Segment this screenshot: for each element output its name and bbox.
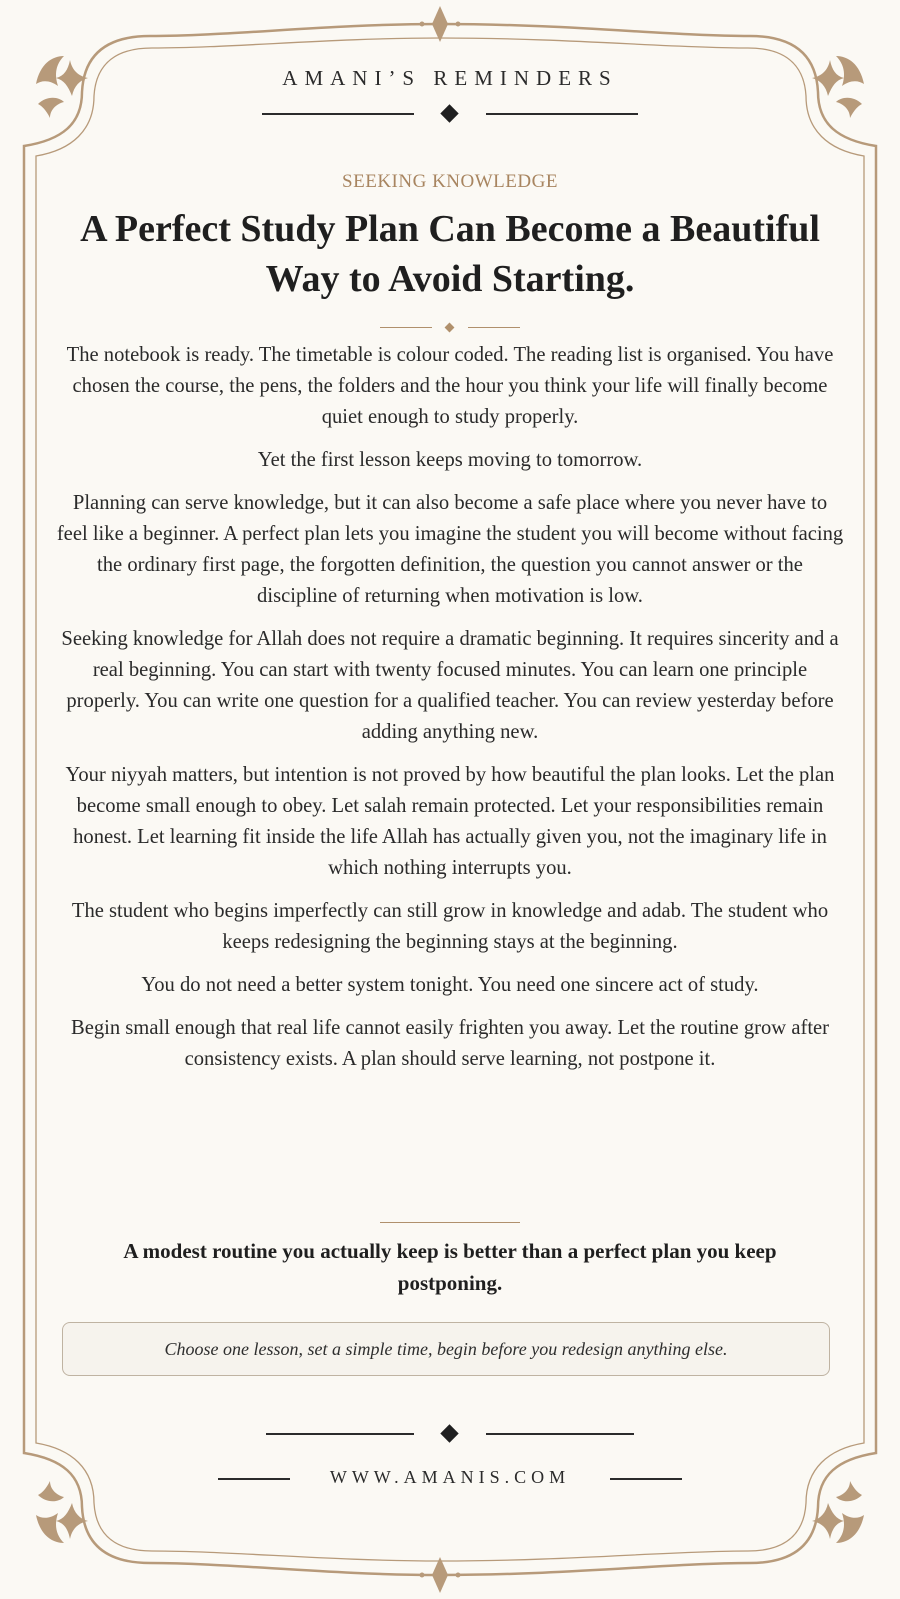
footer-divider	[0, 1424, 900, 1444]
diamond-icon	[440, 1424, 458, 1442]
closing-quote: A modest routine you actually keep is better than a perfect plan you keep postponing.	[123, 1239, 777, 1295]
paragraph: You do not need a better system tonight. You need one sincere act of study.	[141, 974, 759, 996]
action-callout: Choose one lesson, set a simple time, begin before you redesign anything else.	[62, 1322, 830, 1376]
small-diamond-icon	[445, 323, 455, 333]
paragraph: Seeking knowledge for Allah does not require a dramatic beginning. It requires sincerity and a real beginning. You can start with twenty focused minutes. You can learn one principle properly. You can write one question for a qualified teacher. You can review yesterday before adding anything new.	[61, 628, 839, 743]
quote-divider	[380, 1222, 520, 1223]
paragraph: Your niyyah matters, but intention is not proved by how beautiful the plan looks. Let the plan become small enough to obey. Let salah remain protected. Let your responsibilities remain honest. Let learning fit inside the life Allah has actually given you, not the imaginary life in which nothing interrupts you.	[65, 764, 835, 879]
article-body	[56, 340, 844, 1087]
article-title: A Perfect Study Plan Can Become a Beautiful Way to Avoid Starting.	[80, 208, 820, 300]
paragraph: The student who begins imperfectly can still grow in knowledge and adab. The student who keeps redesigning the beginning stays at the beginning.	[71, 900, 829, 953]
website-line-right	[610, 1478, 682, 1480]
title-divider	[0, 322, 900, 334]
paragraph: Begin small enough that real life cannot easily frighten you away. Let the routine grow after consistency exists. A plan should serve learning, not postpone it.	[70, 1017, 830, 1070]
section-kicker: SEEKING KNOWLEDGE	[342, 171, 558, 192]
paragraph: The notebook is ready. The timetable is colour coded. The reading list is organised. You have chosen the course, the pens, the folders and the hour you think your life will finally become quiet enough to study properly.	[66, 344, 834, 428]
brand-title: AMANI’S REMINDERS	[282, 66, 618, 90]
paragraph: Yet the first lesson keeps moving to tomorrow.	[257, 449, 643, 471]
header-divider	[0, 104, 900, 124]
diamond-icon	[440, 104, 458, 122]
paragraph: Planning can serve knowledge, but it can also become a safe place where you never have to feel like a beginner. A perfect plan lets you imagine the student you will become without facing the ordinary first page, the forgotten definition, the question you cannot answer or the discipline of returning when motivation is low.	[56, 492, 844, 607]
website-link[interactable]: WWW.AMANIS.COM	[329, 1467, 571, 1487]
